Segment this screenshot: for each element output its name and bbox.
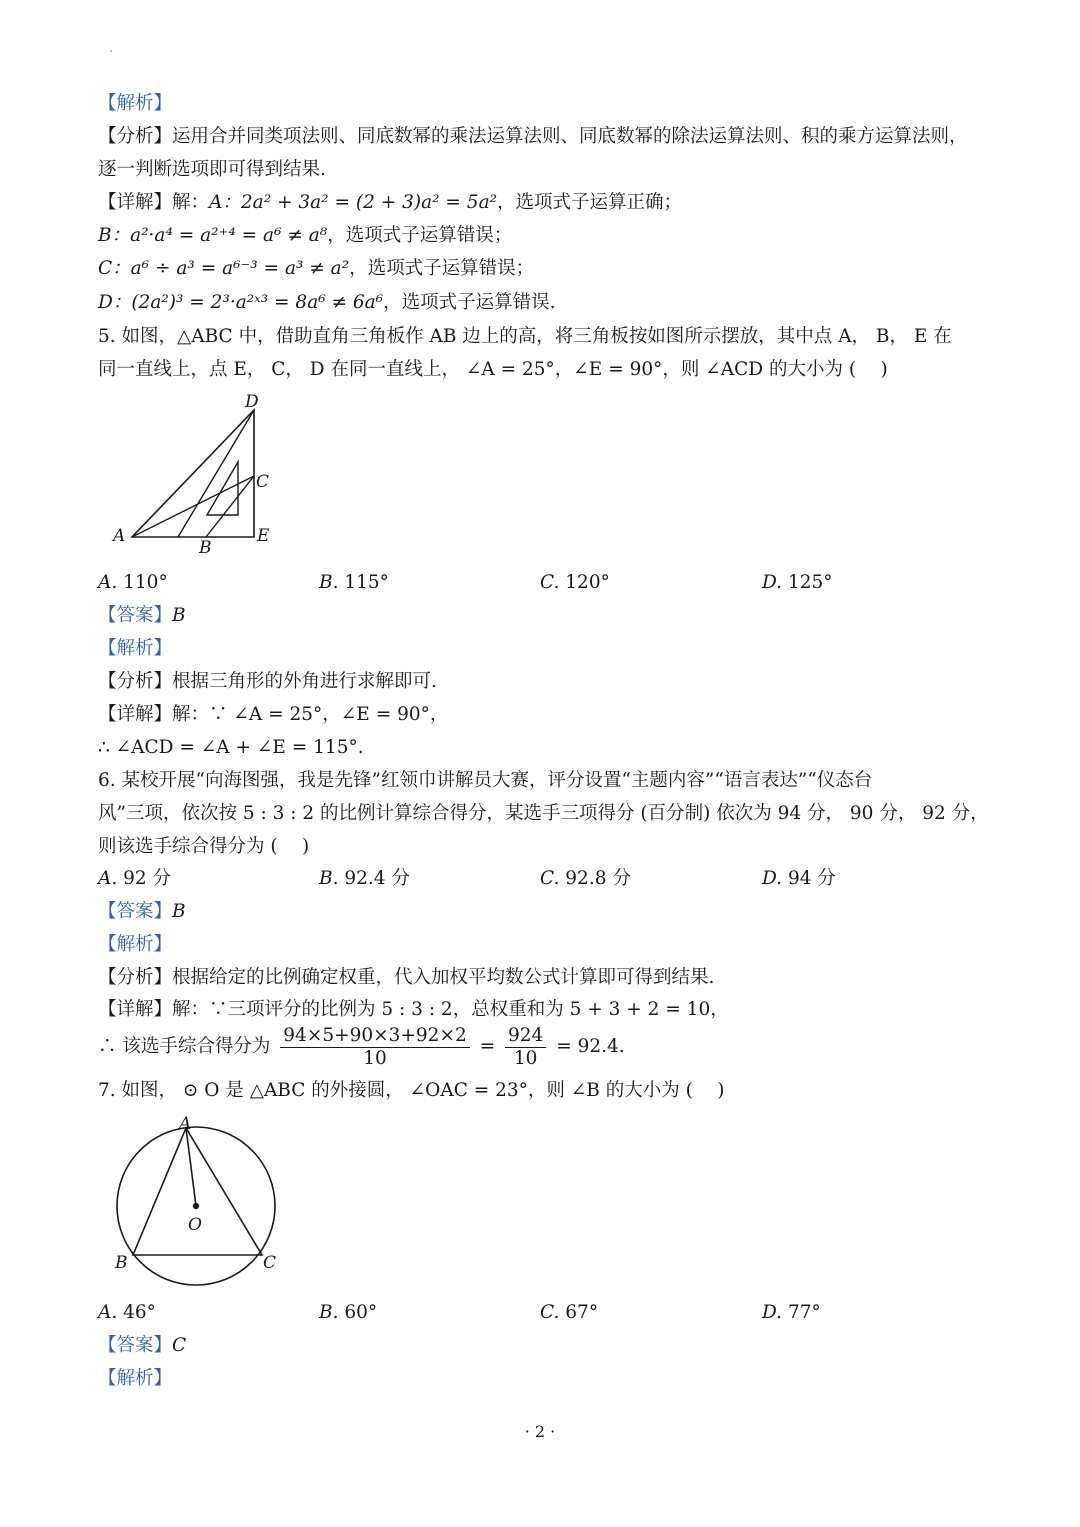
answer-tag: 【答案】 bbox=[98, 1335, 173, 1356]
option-a[interactable] bbox=[98, 866, 171, 892]
option-value: 110° bbox=[123, 572, 168, 593]
answer-tag: 【答案】 bbox=[98, 901, 173, 922]
answer-value: C bbox=[172, 1335, 187, 1356]
equals-sign: = bbox=[479, 1036, 496, 1057]
q7-answer bbox=[98, 1333, 998, 1359]
option-label: A. bbox=[98, 1302, 118, 1323]
label-D: D bbox=[245, 392, 259, 412]
fenxi-tag: 【分析】 bbox=[98, 967, 173, 988]
q7-figure bbox=[108, 1110, 288, 1295]
label-C: C bbox=[263, 1253, 277, 1273]
option-c[interactable] bbox=[540, 570, 610, 596]
q5-stem-2: 同一直线上，点 E， C， D 在同一直线上， ∠A = 25°，∠E = 90°，则 ∠ACD 的大小为 ( ) bbox=[98, 359, 888, 380]
option-label: C. bbox=[540, 1302, 560, 1323]
q5-xiangjie bbox=[98, 702, 998, 728]
option-d[interactable] bbox=[762, 570, 833, 596]
q6-stem-3: 则该选手综合得分为 ( ) bbox=[98, 836, 310, 857]
label-O: O bbox=[188, 1215, 202, 1235]
q4-fenxi bbox=[98, 124, 998, 150]
option-b[interactable] bbox=[319, 1300, 377, 1326]
option-label: A. bbox=[98, 868, 118, 889]
verdict: ，选项式子运算正确； bbox=[497, 192, 683, 213]
option-label: D. bbox=[762, 868, 783, 889]
option-label: A. bbox=[98, 572, 118, 593]
q7-jiexi-tag: 【解析】 bbox=[98, 1368, 173, 1389]
fenxi-tag: 【分析】 bbox=[98, 126, 173, 147]
answer-value: B bbox=[172, 901, 186, 922]
xiangjie-tag: 【详解】 bbox=[98, 704, 173, 725]
q4-line-C bbox=[98, 256, 998, 282]
option-label: C. bbox=[540, 868, 560, 889]
option-label: D bbox=[98, 292, 113, 313]
option-d[interactable] bbox=[762, 1300, 821, 1326]
label-C: C bbox=[256, 472, 270, 492]
answer-value: B bbox=[172, 605, 186, 626]
q6-fenxi bbox=[98, 965, 998, 991]
q6-jiexi-tag: 【解析】 bbox=[98, 934, 173, 955]
option-value: 92 分 bbox=[123, 868, 172, 889]
option-value: 67° bbox=[565, 1302, 599, 1323]
xiangjie-text: 解：∵ ∠A = 25°，∠E = 90°， bbox=[172, 704, 449, 725]
option-value: 92.8 分 bbox=[565, 868, 631, 889]
option-value: 120° bbox=[565, 572, 610, 593]
fraction-numerator: 94×5+90×3+92×2 bbox=[280, 1025, 469, 1048]
option-label: D. bbox=[762, 572, 783, 593]
label-B: B bbox=[115, 1253, 128, 1273]
math-expression: ：a²·a⁴ = a²⁺⁴ = a⁶ ≠ a⁸ bbox=[111, 225, 328, 246]
answer-tag: 【答案】 bbox=[98, 605, 173, 626]
option-label: C bbox=[98, 258, 113, 279]
q4-jiexi-tag: 【解析】 bbox=[98, 93, 173, 114]
math-expression: ：a⁶ ÷ a³ = a⁶⁻³ = a³ ≠ a² bbox=[112, 258, 350, 279]
option-value: 77° bbox=[787, 1302, 821, 1323]
option-c[interactable] bbox=[540, 1300, 598, 1326]
option-label: A bbox=[209, 192, 223, 213]
option-a[interactable] bbox=[98, 1300, 156, 1326]
q6-conclusion bbox=[98, 1024, 998, 1070]
math-expression: ：2a² + 3a² = (2 + 3)a² = 5a² bbox=[222, 192, 498, 213]
label-B: B bbox=[199, 538, 212, 558]
q5-figure bbox=[110, 388, 280, 558]
option-value: 60° bbox=[344, 1302, 378, 1323]
q5-conclusion: ∴ ∠ACD = ∠A + ∠E = 115°. bbox=[98, 737, 364, 758]
q6-stem-2: 风”三项，依次按 5 : 3 : 2 的比例计算综合得分，某选手三项得分 (百分制) 依次为 94 分， 90 分， 92 分， bbox=[98, 803, 989, 824]
xiangjie-text: 解：∵三项评分的比例为 5 : 3 : 2，总权重和为 5 + 3 + 2 = 10， bbox=[172, 999, 729, 1020]
verdict: ，选项式子运算错误； bbox=[349, 258, 535, 279]
option-a[interactable] bbox=[98, 570, 168, 596]
q5-jiexi-tag: 【解析】 bbox=[98, 638, 173, 659]
option-label: B. bbox=[319, 1302, 339, 1323]
fraction-numerator: 924 bbox=[505, 1025, 546, 1048]
q4-line-B bbox=[98, 223, 998, 249]
label-A: A bbox=[113, 526, 126, 546]
scan-speck bbox=[110, 50, 112, 52]
result: = 92.4. bbox=[556, 1036, 625, 1057]
option-label: B. bbox=[319, 868, 339, 889]
q7-stem: 7. 如图， ⊙ O 是 △ABC 的外接圆， ∠OAC = 23°，则 ∠B 的大小为 ( ) bbox=[98, 1080, 725, 1101]
fenxi-text: 根据三角形的外角进行求解即可. bbox=[172, 671, 437, 692]
xiangjie-tag: 【详解】 bbox=[98, 999, 173, 1020]
q6-xiangjie bbox=[98, 997, 998, 1023]
option-value: 92.4 分 bbox=[344, 868, 410, 889]
conclusion-prefix: ∴ 该选手综合得分为 bbox=[98, 1036, 271, 1057]
fenxi-text: 运用合并同类项法则、同底数幂的乘法运算法则、同底数幂的除法运算法则、积的乘方运算法则， bbox=[172, 126, 968, 147]
option-c[interactable] bbox=[540, 866, 631, 892]
option-value: 115° bbox=[344, 572, 389, 593]
fraction-denominator: 10 bbox=[513, 1047, 538, 1069]
option-label: B bbox=[98, 225, 112, 246]
xiangjie-prefix: 解： bbox=[172, 192, 210, 213]
q6-stem-1: 6. 某校开展“向海图强，我是先锋”红领巾讲解员大赛，评分设置“主题内容”“语言表达”“仪态台 bbox=[98, 770, 873, 791]
weighted-fraction bbox=[280, 1025, 469, 1070]
q5-fenxi bbox=[98, 669, 998, 695]
label-E: E bbox=[257, 526, 270, 546]
fenxi-text: 根据给定的比例确定权重，代入加权平均数公式计算即可得到结果. bbox=[172, 967, 715, 988]
q6-answer bbox=[98, 899, 998, 925]
option-b[interactable] bbox=[319, 866, 410, 892]
verdict: ，选项式子运算错误. bbox=[383, 292, 556, 313]
option-d[interactable] bbox=[762, 866, 836, 892]
simplified-fraction bbox=[505, 1025, 546, 1070]
option-value: 94 分 bbox=[787, 868, 836, 889]
q4-fenxi-cont: 逐一判断选项即可得到结果. bbox=[98, 159, 326, 180]
xiangjie-tag: 【详解】 bbox=[98, 192, 173, 213]
option-b[interactable] bbox=[319, 570, 389, 596]
page-number: · 2 · bbox=[524, 1422, 556, 1441]
option-value: 125° bbox=[787, 572, 833, 593]
q4-xiangjie-A bbox=[98, 190, 998, 216]
option-label: C. bbox=[540, 572, 560, 593]
q5-answer bbox=[98, 603, 998, 629]
q4-line-D bbox=[98, 290, 998, 316]
fraction-denominator: 10 bbox=[363, 1047, 387, 1069]
q5-stem-1: 5. 如图，△ABC 中，借助直角三角板作 AB 边上的高，将三角板按如图所示摆放，其中点 A， B， E 在 bbox=[98, 326, 952, 347]
label-A: A bbox=[179, 1114, 192, 1134]
option-label: B. bbox=[319, 572, 339, 593]
option-label: D. bbox=[762, 1302, 783, 1323]
option-value: 46° bbox=[123, 1302, 156, 1323]
math-expression: ：(2a²)³ = 2³·a²ˣ³ = 8a⁶ ≠ 6a⁶ bbox=[112, 292, 384, 313]
verdict: ，选项式子运算错误； bbox=[327, 225, 513, 246]
fenxi-tag: 【分析】 bbox=[98, 671, 173, 692]
